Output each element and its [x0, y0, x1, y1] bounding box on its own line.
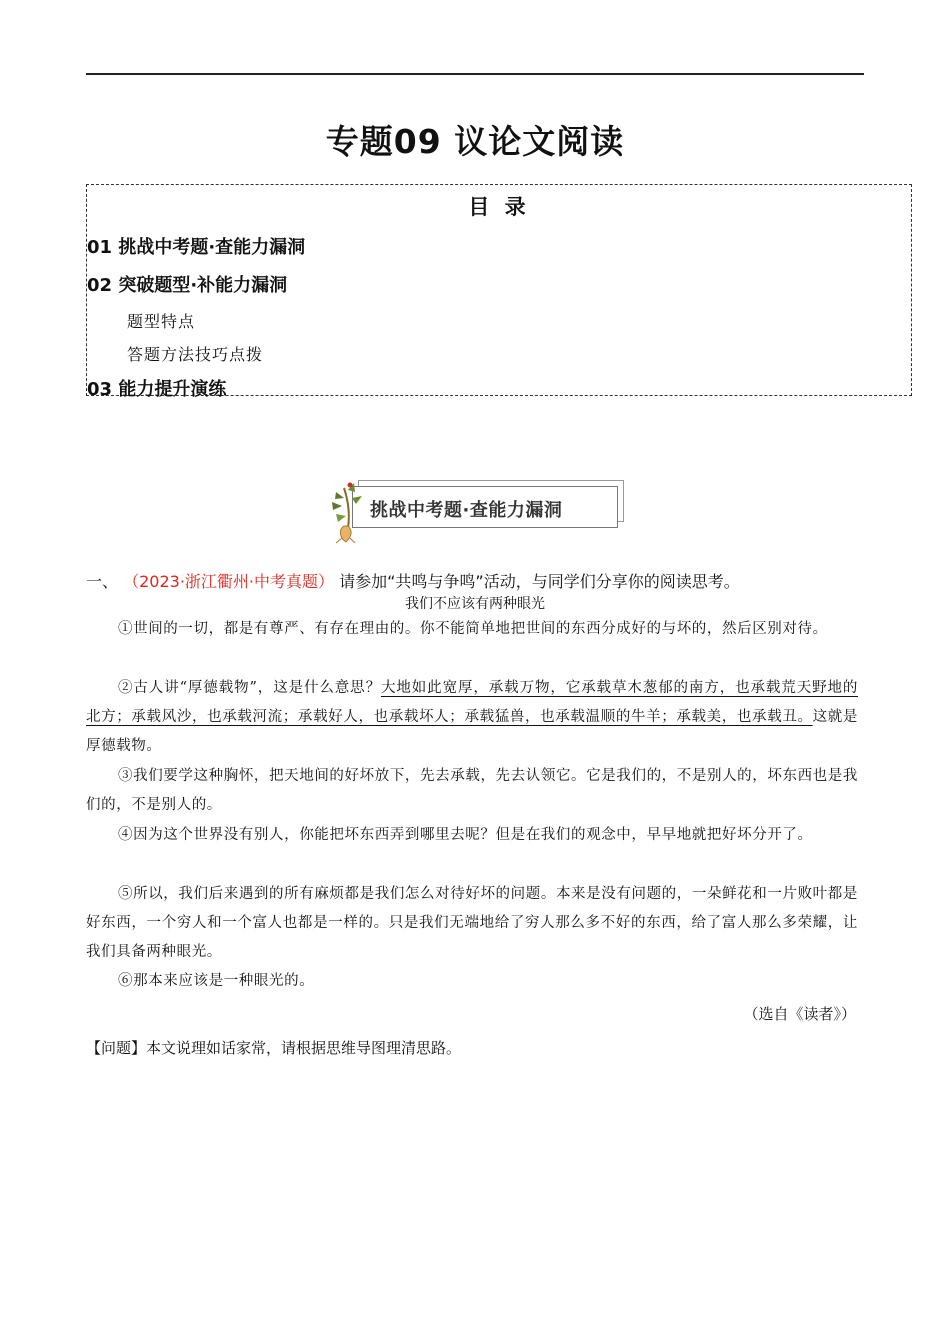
- article-title: 我们不应该有两种眼光: [405, 596, 545, 612]
- toc-subitem-answer-methods[interactable]: 答题方法技巧点拨: [127, 345, 264, 364]
- paragraph-2-tail: 这就是厚德载物。: [86, 709, 859, 754]
- article-source: （选自《读者》）: [743, 1005, 856, 1023]
- underlined-passage: 大地如此宽厚，承载万物，它承载草木葱郁的南方，也承载荒天野地的北方；承载风沙，也承载河流；承载好人，也承载坏人；承载猛兽，也承载温顺的牛羊；承载美，也承载丑。: [86, 680, 858, 725]
- toc-item-03[interactable]: 03 能力提升演练: [87, 379, 227, 400]
- table-of-contents: [86, 184, 912, 400]
- question-source: （2023·浙江衢州·中考真题）: [123, 572, 335, 591]
- article-paragraph-1: ①世间的一切，都是有尊严、有存在理由的。你不能简单地把世间的东西分成好的与坏的，然后区别对待。: [118, 621, 828, 637]
- question-prompt: 请参加“共鸣与争鸣”活动，与同学们分享你的阅读思考。: [339, 572, 740, 591]
- article-paragraph-3: ③我们要学这种胸怀，把天地间的好坏放下，先去承载，先去认领它。它是我们的，不是别人的，坏东西也是我们的，不是别人的。: [86, 768, 858, 813]
- document-title: 专题09 议论文阅读: [325, 122, 625, 161]
- task-question: 【问题】本文说理如话家常，请根据思维导图理清思路。: [86, 1039, 462, 1057]
- question-intro: [86, 569, 740, 592]
- toc-item-02[interactable]: 02 突破题型·补能力漏洞: [87, 275, 288, 296]
- article-paragraph-5: ⑤所以，我们后来遇到的所有麻烦都是我们怎么对待好坏的问题。本来是没有问题的，一朵鲜花和一片败叶都是好东西，一个穷人和一个富人也都是一样的。只是我们无端地给了穷人那么多不好的东西，给了富人那么多荣耀，让我们具备两种眼光。: [86, 886, 858, 960]
- header-rule: [86, 73, 864, 75]
- ginseng-sprig-icon: [322, 480, 368, 544]
- paragraph-2-lead: ②古人讲“厚德载物”，这是什么意思？: [118, 680, 381, 696]
- toc-item-01[interactable]: 01 挑战中考题·查能力漏洞: [87, 237, 306, 258]
- banner-label: 挑战中考题·查能力漏洞: [370, 500, 563, 521]
- question-number: 一、: [86, 572, 119, 591]
- section-banner: [322, 480, 628, 544]
- article-paragraph-6: ⑥那本来应该是一种眼光的。: [118, 973, 315, 989]
- article-paragraph-4: ④因为这个世界没有别人，你能把坏东西弄到哪里去呢？但是在我们的观念中，早早地就把好坏分开了。: [118, 827, 813, 843]
- toc-subitem-question-type[interactable]: 题型特点: [127, 312, 196, 331]
- article-paragraph-2: [86, 674, 858, 761]
- toc-heading: 目 录: [468, 195, 530, 219]
